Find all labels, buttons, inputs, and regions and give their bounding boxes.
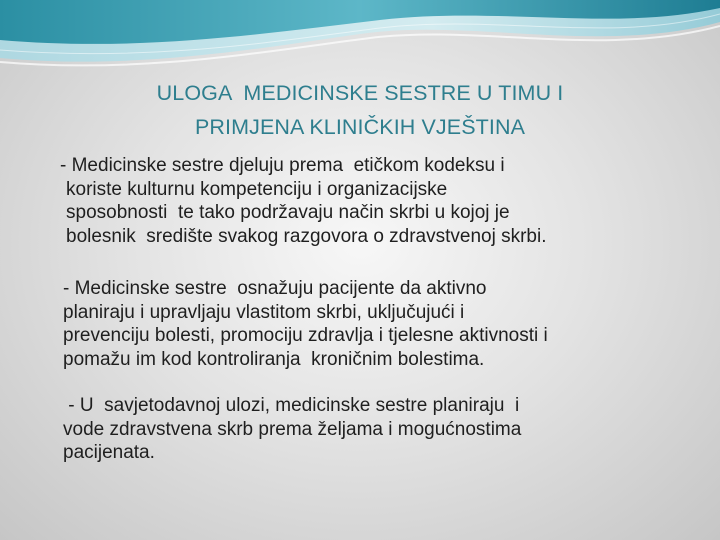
paragraph-ethics — [60, 154, 547, 248]
paragraph-line: prevenciju bolesti, promociju zdravlja i tjelesne aktivnosti i — [63, 325, 548, 346]
paragraph-line: bolesnik središte svakog razgovora o zdravstvenoj skrbi. — [66, 225, 547, 247]
slide-title-line-1: ULOGA MEDICINSKE SESTRE U TIMU I — [156, 81, 564, 105]
paragraph-line: koriste kulturnu kompetenciju i organizacijske — [66, 178, 448, 200]
paragraph-line: - Medicinske sestre osnažuju pacijente da aktivno — [63, 278, 487, 299]
paragraph-line: vode zdravstvena skrb prema željama i mogućnostima — [63, 418, 522, 440]
paragraph-line: sposobnosti te tako podržavaju način skrbi u kojoj je — [66, 202, 510, 223]
slide-title — [60, 76, 660, 144]
paragraph-empowerment — [63, 277, 548, 371]
paragraph-line: - Medicinske sestre djeluju prema etičkom kodeksu i — [60, 155, 505, 176]
paragraph-line: planiraju i upravljaju vlastitom skrbi, uključujući i — [63, 301, 465, 323]
slide-title-line-2: PRIMJENA KLINIČKIH VJEŠTINA — [194, 115, 526, 139]
paragraph-line: - U savjetodavnoj ulozi, medicinske sestre planiraju i — [63, 395, 520, 416]
paragraph-line: pomažu im kod kontroliranja kroničnim bolestima. — [63, 348, 485, 370]
paragraph-counseling — [63, 394, 521, 465]
paragraph-line: pacijenata. — [63, 442, 155, 463]
